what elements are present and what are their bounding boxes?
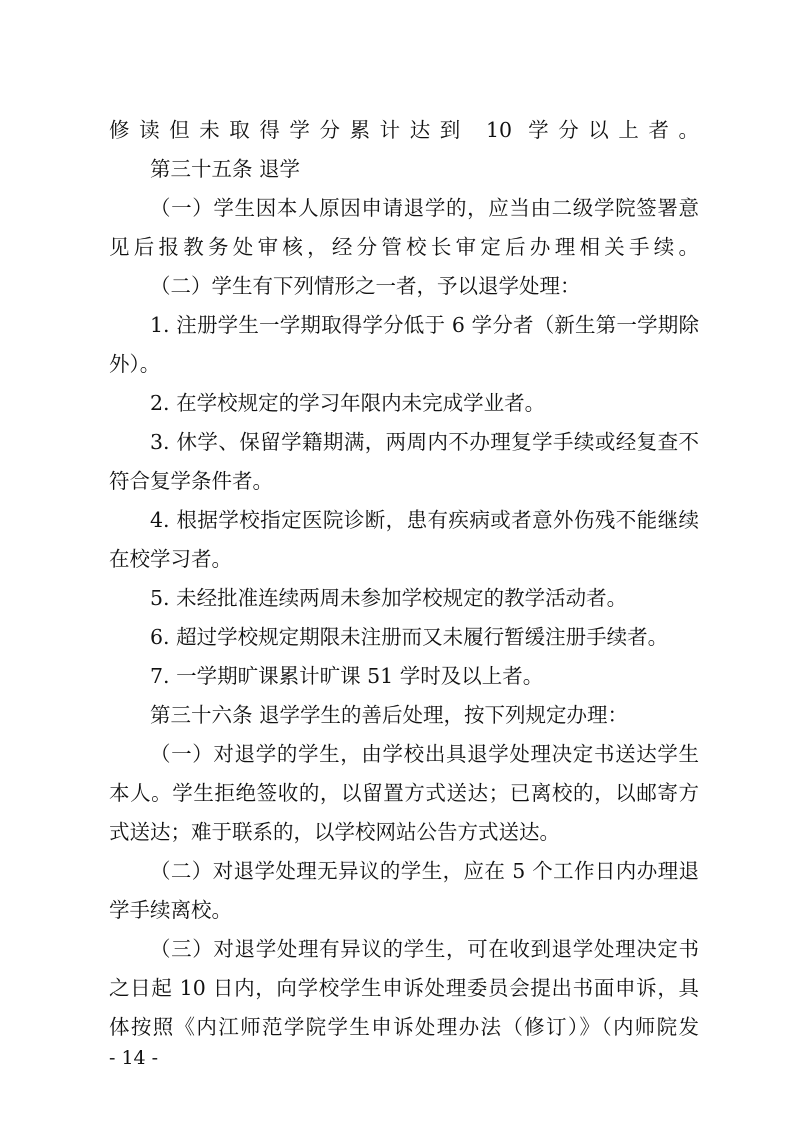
text-line: （一）学生因本人原因申请退学的，应当由二级学院签署意 [150, 196, 699, 220]
text-line: 学手续离校。 [109, 898, 232, 922]
article-heading: 第三十五条 退学 [150, 157, 301, 181]
text-line: （二）学生有下列情形之一者，予以退学处理： [150, 274, 581, 298]
text-line: （一）对退学的学生，由学校出具退学处理决定书送达学生 [150, 742, 699, 766]
text-line: （三）对退学处理有异议的学生，可在收到退学处理决定书 [150, 937, 699, 961]
text-line: 修读但未取得学分累计达到 10 学分以上者。 [109, 118, 699, 142]
text-line: 3. 休学、保留学籍期满，两周内不办理复学手续或经复查不 [150, 430, 699, 454]
text-line: 4. 根据学校指定医院诊断，患有疾病或者意外伤残不能继续 [150, 508, 699, 532]
text-line: 2. 在学校规定的学习年限内未完成学业者。 [150, 391, 546, 415]
text-line: 本人。学生拒绝签收的，以留置方式送达；已离校的，以邮寄方 [109, 781, 699, 805]
text-line: 见后报教务处审核，经分管校长审定后办理相关手续。 [109, 235, 699, 259]
page-number: - 14 - [109, 1047, 159, 1069]
text-line: 体按照《内江师范学院学生申诉处理办法（修订）》（内师院发 [109, 1015, 699, 1039]
text-line: 外）。 [109, 352, 161, 376]
text-line: 之日起 10 日内，向学校学生申诉处理委员会提出书面申诉，具 [109, 976, 699, 1000]
text-line: 7. 一学期旷课累计旷课 51 学时及以上者。 [150, 664, 544, 688]
text-line: 5. 未经批准连续两周未参加学校规定的教学活动者。 [150, 586, 628, 610]
text-line: 6. 超过学校规定期限未注册而又未履行暂缓注册手续者。 [150, 625, 669, 649]
article-heading: 第三十六条 退学学生的善后处理，按下列规定办理： [150, 703, 629, 727]
text-line: 符合复学条件者。 [109, 469, 273, 493]
text-line: 式送达；难于联系的，以学校网站公告方式送达。 [109, 820, 560, 844]
text-line: 在校学习者。 [109, 547, 232, 571]
text-line: 1. 注册学生一学期取得学分低于 6 学分者（新生第一学期除 [150, 313, 699, 337]
text-line: （二）对退学处理无异议的学生，应在 5 个工作日内办理退 [150, 859, 699, 883]
